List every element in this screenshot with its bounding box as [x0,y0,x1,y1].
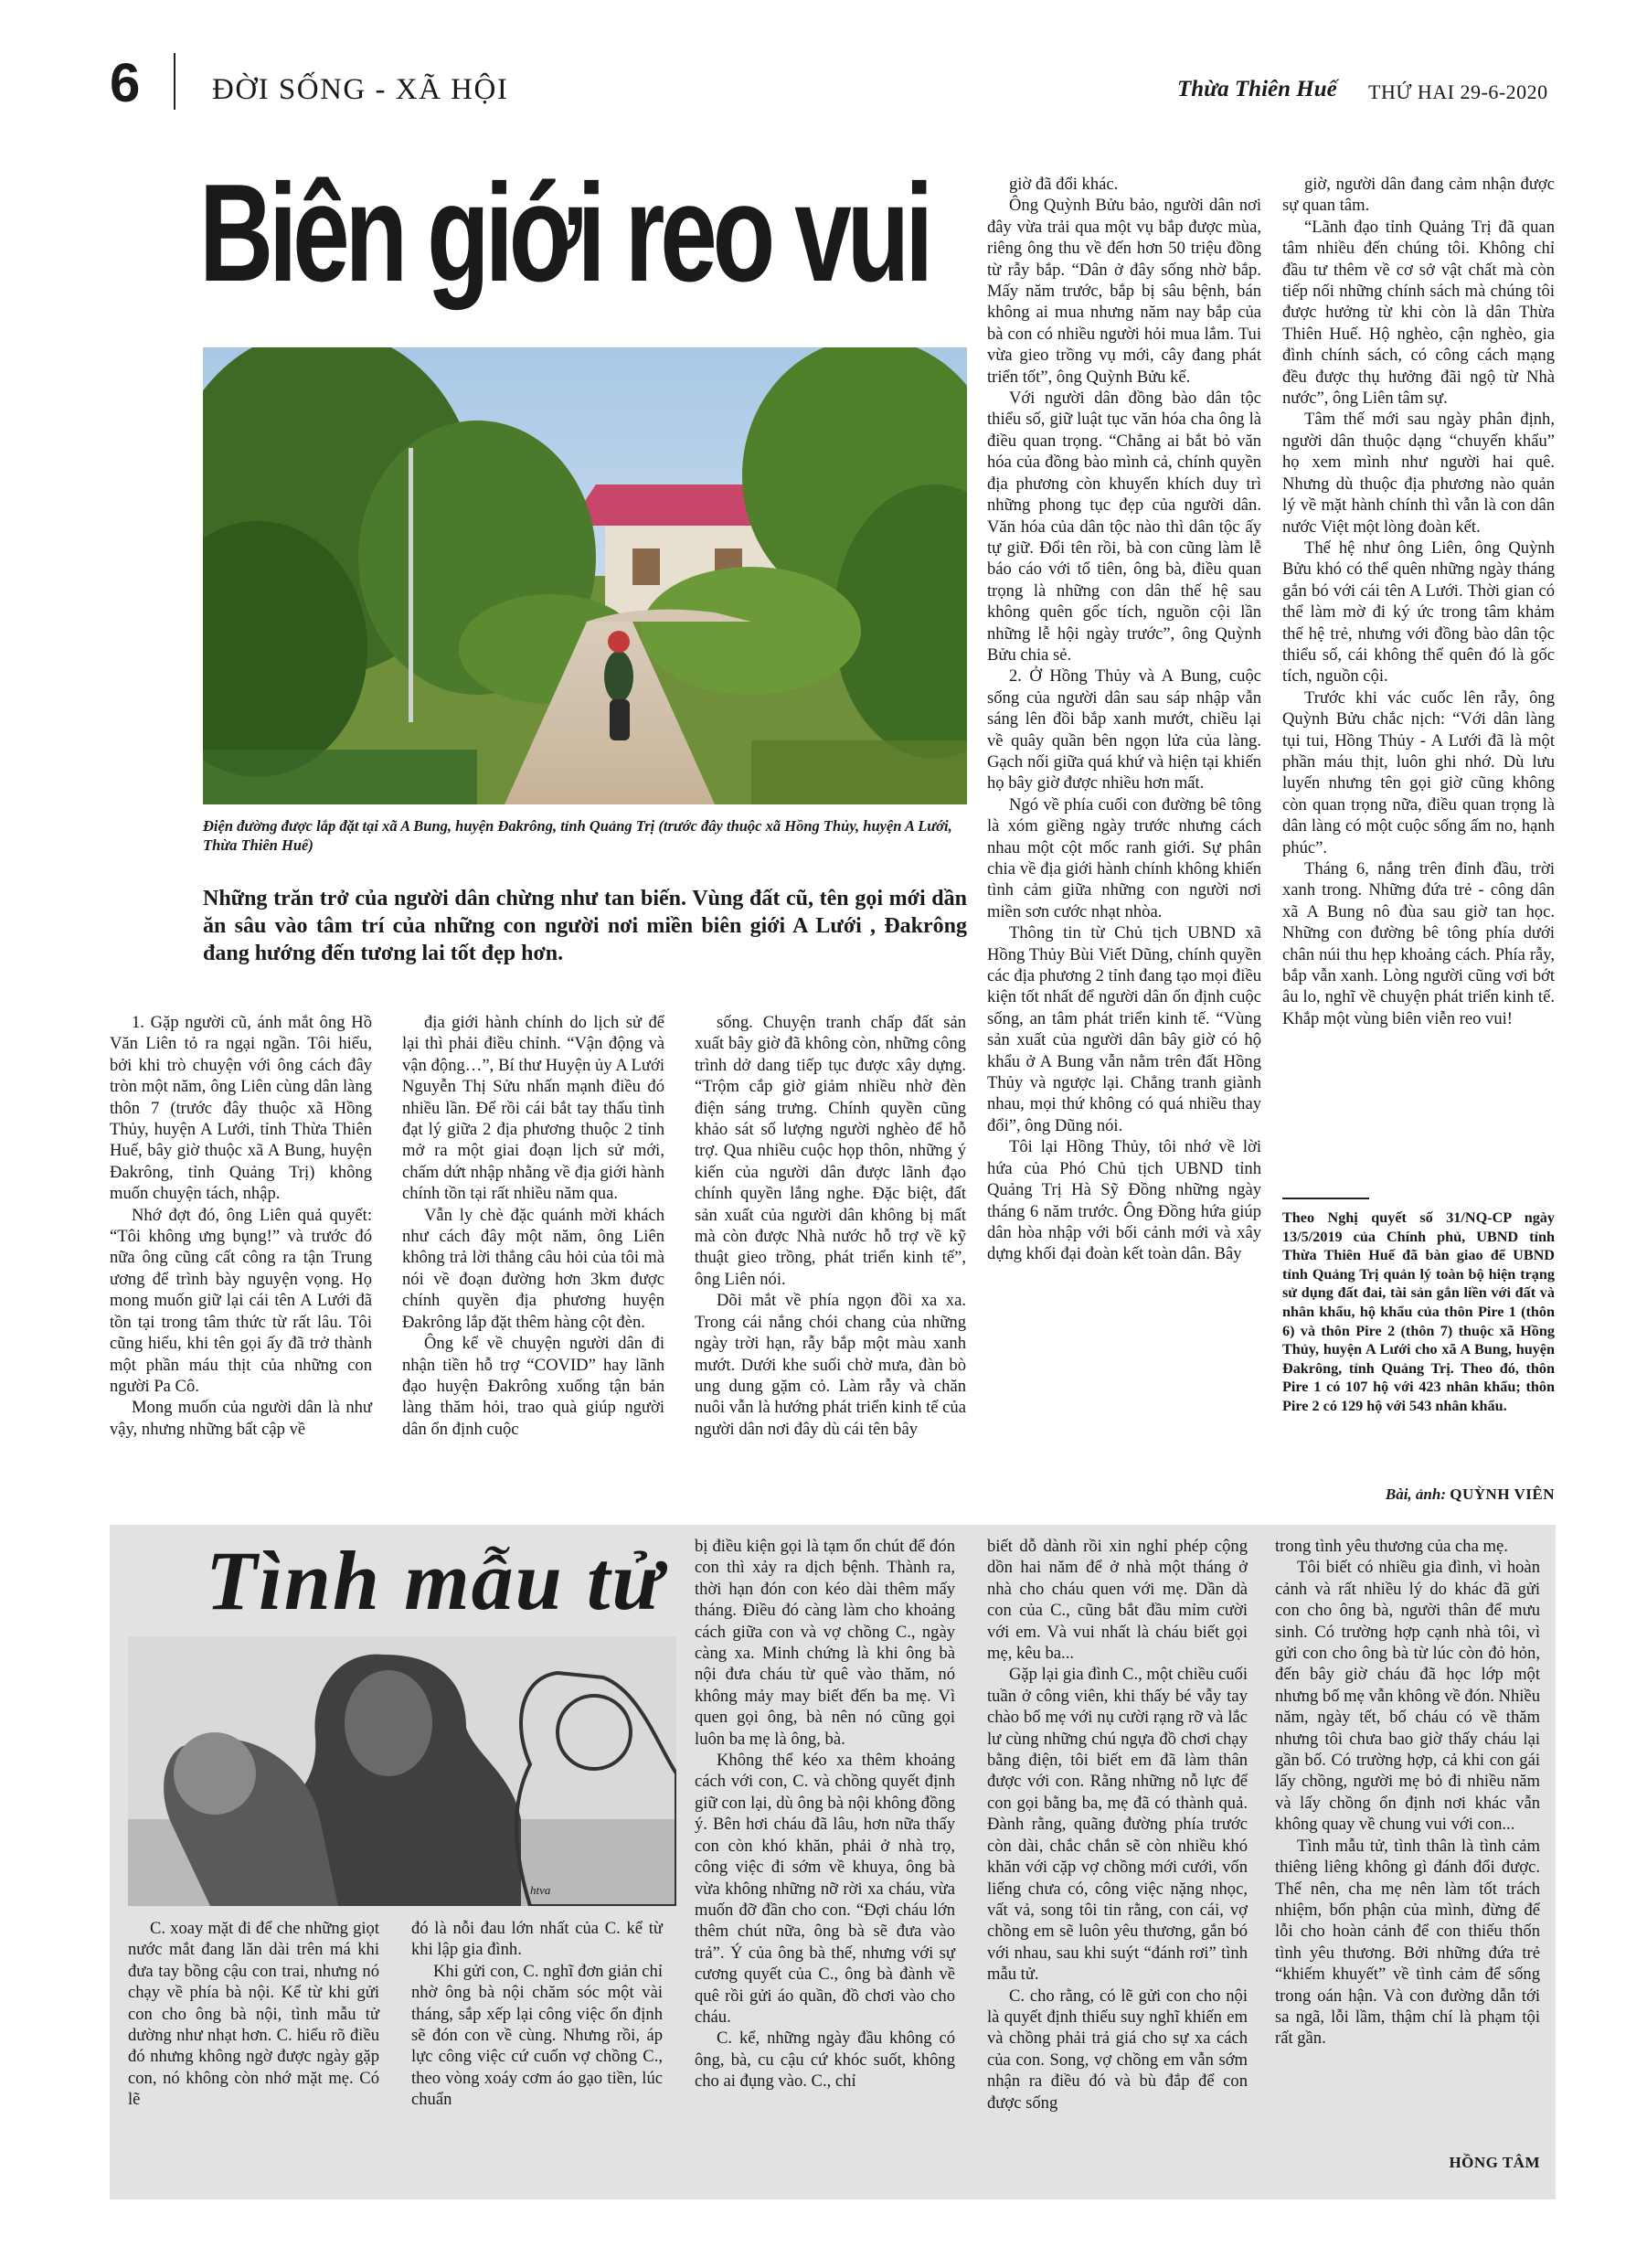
article2-title: Tình mẫu tử [206,1534,664,1627]
paragraph: Dõi mắt về phía ngọn đồi xa xa. Trong cái nắng chói chang của những ngày trời hạn, rẫy bắp một màu xanh mướt. Dưới khe suối chờ mưa, đàn bò ung dung gặm cỏ. Làm rẫy và chăn nuôi vẫn là hướng phát triển kinh tế của người dân nơi đây dù cái tên bây [695,1291,966,1439]
header-divider [174,53,175,110]
paragraph: C. kể, những ngày đầu không có ông, bà, cu cậu cứ khóc suốt, không cho ai đụng vào. C., chỉ [695,2028,955,2092]
article2-column-2 [411,1918,663,2111]
paragraph: Tháng 6, nắng trên đỉnh đầu, trời xanh trong. Những đứa trẻ - công dân xã A Bung nô đùa sau giờ tan học. Những con đường bê tông phía dưới chân núi thu hẹp khoảng cách. Phía rẫy, bắp vẫn xanh. Lòng người cũng vơi bớt âu lo, nghĩ về chuyện phát triển kinh tế. Khắp một vùng biên viễn reo vui! [1282,859,1555,1028]
paragraph: địa giới hành chính do lịch sử để lại thì phải điều chỉnh. “Vận động và vận động…”, Bí thư Huyện ủy A Lưới Nguyễn Thị Sửu nhấn mạnh điều đó nhiều lần. Để rồi cái bắt tay thấu tình đạt lý giữa 2 địa phương thuộc 2 tỉnh mở ra một giai đoạn lịch sử mới, chấm dứt nhập nhằng về địa giới hành chính tồn tại rất nhiều năm qua. [402,1013,664,1204]
paragraph: Tôi lại Hồng Thủy, tôi nhớ về lời hứa của Phó Chủ tịch UBND tỉnh Quảng Trị Hà Sỹ Đồng những ngày tháng 6 năm trước. Ông Đồng hứa giúp dân hòa nhập với bối cảnh mới và xây dựng khối đại đoàn kết toàn dân. Bây [987,1137,1261,1264]
article1-column-2 [402,1012,664,1440]
photo-caption: Điện đường được lắp đặt tại xã A Bung, huyện Đakrông, tỉnh Quảng Trị (trước đây thuộc xã Hồng Thủy, huyện A Lưới, Thừa Thiên Huế) [203,817,952,854]
issue-date: THỨ HAI 29-6-2020 [1368,80,1548,103]
paragraph: “Lãnh đạo tỉnh Quảng Trị đã quan tâm nhiều đến chúng tôi. Không chỉ đầu tư thêm về cơ sở vật chất mà còn tiếp nối những chính sách mà chúng tôi được hưởng từ khi còn là dân Thừa Thiên Huế. Hộ nghèo, cận nghèo, gia đình chính sách, có công cách mạng đều được thụ hưởng đãi ngộ từ Nhà nước”, ông Liên tâm sự. [1282,217,1555,409]
paragraph: bị điều kiện gọi là tạm ổn chút để đón con thì xảy ra dịch bệnh. Thành ra, thời hạn đón con kéo dài thêm mấy tháng. Điều đó càng làm cho khoảng cách giữa con và vợ chồng C., ngày càng xa. Minh chứng là khi ông bà nội đưa cháu từ quê vào thăm, nó không mảy may biết đến ba mẹ. Vì quen gọi ông, bà nên nó cũng gọi luôn ba mẹ là ông, bà. [695,1537,955,1749]
paragraph: 1. Gặp người cũ, ánh mắt ông Hồ Văn Liên tỏ ra ngại ngần. Tôi hiểu, bởi khi trò chuyện với ông cách đây tròn một năm, ông Liên cùng dân làng thôn 7 (trước đây thuộc xã Hồng Thủy, huyện A Lưới, tỉnh Thừa Thiên Huế, bây giờ thuộc xã A Bung, huyện Đakrông, tỉnh Quảng Trị) không muốn chuyện tách, nhập. [110,1013,372,1204]
paragraph: biết dỗ dành rồi xin nghỉ phép cộng dồn hai năm để ở nhà một tháng ở nhà cho cháu quen với mẹ. Dần dà con của C., cũng bắt đầu mỉm cười với em. Và vui nhất là cháu biết gọi mẹ, kêu ba... [987,1537,1248,1664]
illustration-signature: htva [530,1883,551,1897]
paragraph: Nhớ đợt đó, ông Liên quả quyết: “Tôi không ưng bụng!” và trước đó nữa ông cũng cất công ra tận Trung ương để trình bày nguyện vọng. Họ mong muốn giữ lại cái tên A Lưới đã tồn tại trong tâm thức từ rất lâu. Tôi cũng hiểu, khi tên gọi ấy đã trở thành một phần máu thịt của những con người Pa Cô. [110,1205,372,1396]
paragraph: Khi gửi con, C. nghĩ đơn giản chỉ nhờ ông bà nội chăm sóc một vài tháng, sắp xếp lại công việc ổn định sẽ đón con về cùng. Nhưng rồi, áp lực công việc cứ cuốn vợ chồng C., theo vòng xoáy cơm áo gạo tiền, lúc chuẩn [411,1961,663,2110]
article1-column-3 [695,1012,966,1440]
paragraph: sống. Chuyện tranh chấp đất sản xuất bây giờ đã không còn, những công trình dở dang tiếp tục được xây dựng. “Trộm cắp giờ giảm nhiều nhờ đèn điện sáng trưng. Chính quyền cũng khảo sát số lượng người nghèo để hỗ trợ. Qua nhiều cuộc họp thôn, những ý kiến của người dân được lãnh đạo chính quyền lắng nghe. Đặc biệt, đất sản xuất của người dân không bị mất mà còn được Nhà nước hỗ trợ về kỹ thuật gieo trồng, phát triển kinh tế”, ông Liên nói. [695,1013,966,1289]
paragraph: Với người dân đồng bào dân tộc thiểu số, giữ luật tục văn hóa cha ông là điều quan trọng. “Chẳng ai bắt bỏ văn hóa của đồng bào mình cả, chính quyền địa phương còn khuyến khích duy trì những phong tục đẹp của người dân. Văn hóa của dân tộc nào thì dân tộc ấy tự giữ. Đổi tên rồi, bà con cũng làm lễ báo cáo với tổ tiên, ông bà, điều quan trọng là những con dân thế hệ sau không quên gốc tích, nguồn cội lần những lễ hội ngày trước”, ông Quỳnh Bửu chia sẻ. [987,389,1261,665]
paragraph: Không thể kéo xa thêm khoảng cách với con, C. và chồng quyết định giữ con lại, dù ông bà nội không đồng ý. Bên hơi cháu đã lâu, hơn nữa thấy con còn khó khăn, phải ở nhà trọ, công việc đi sớm về khuya, ông bà vừa không những nỡ rời xa cháu, vừa muốn đỡ đần cho con. “Đợi cháu lớn thêm chút nữa, ông bà sẽ đưa vào trả”. Ý của ông bà thế, nhưng với sự cương quyết của C., ông bà đành về quê rồi gửi áo quần, đồ chơi vào cho cháu. [695,1751,955,2027]
article2-column-3 [695,1536,955,2092]
paragraph: C. xoay mặt đi để che những giọt nước mắt đang lăn dài trên má khi đưa tay bồng cậu con trai, nhưng nó chạy về phía bà nội. Kể từ khi gửi con cho ông bà nội, tình mẫu tử dường như nhạt hơn. C. hiểu rõ điều đó nhưng không ngờ được ngày gặp con, nó không còn nhớ mặt mẹ. Có lẽ [128,1919,379,2110]
article2-illustration [128,1636,676,1906]
section-title: ĐỜI SỐNG - XÃ HỘI [212,73,509,106]
page-number: 6 [110,52,141,113]
article1-column-4 [987,174,1261,1265]
paragraph: Thông tin từ Chủ tịch UBND xã Hồng Thủy Bùi Viết Dũng, chính quyền các địa phương 2 tỉnh đang tạo mọi điều kiện tốt nhất để người dân ổn định cuộc sống, an tâm phát triển kinh tế. “Vùng sản xuất của người dân bây giờ có hộ khẩu ở A Bung vẫn nằm trên đất Hồng Thủy và ngược lại. Chẳng tranh giành nhau, mọi thứ không có quá nhiều thay đổi”, ông Dũng nói. [987,923,1261,1135]
paragraph: Tình mẫu tử, tình thân là tình cảm thiêng liêng không gì đánh đổi được. Thế nên, cha mẹ nên làm tốt trách nhiệm, bổn phận của mình, đừng để lỗi cho hoàn cảnh để con thiếu thốn tình yêu thương. Bởi những đứa trẻ “khiếm khuyết” về tình cảm để sống trong oán hận. Và con đường dẫn tới sa ngã, lỗi lầm, thậm chí là phạm tội rất gần. [1275,1836,1540,2049]
article1-byline [1362,1485,1555,1504]
paragraph: Tôi biết có nhiều gia đình, vì hoàn cảnh và rất nhiều lý do khác đã gửi con cho ông bà, người thân để mưu sinh. Có trường hợp cạnh nhà tôi, vì gửi con cho ông bà từ lúc còn đỏ hỏn, đến bây giờ cháu đã học lớp một nhưng bố mẹ vẫn không về đón. Nhiều năm, ngày tết, bố cháu có về thăm nhưng tôi chưa bao giờ thấy cháu lại gần bố. Có trường hợp, cả khi con gái lấy chồng, người mẹ bỏ đi nhiều năm và lấy chồng ổn định nơi khác vẫn không quay về chung vui với con... [1275,1558,1540,1835]
paragraph: giờ đã đổi khác. [1009,175,1119,194]
byline-name: QUỲNH VIÊN [1450,1485,1555,1503]
article-lead: Những trăn trở của người dân chừng như tan biến. Vùng đất cũ, tên gọi mới dần ăn sâu vào tâm trí của những con người nơi miền biên giới A Lưới , Đakrông đang hướng đến tương lai tốt đẹp hơn. [203,887,967,965]
paragraph: C. cho rằng, có lẽ gửi con cho nội là quyết định thiếu suy nghĩ khiến em và chồng phải trả giá cho sự xa cách của con. Song, vợ chồng em vẫn sớm nhận ra điều đó và bù đắp để con được sống [987,1986,1248,2113]
paragraph: Ông Quỳnh Bửu bảo, người dân nơi đây vừa trải qua một vụ bắp được mùa, riêng ông thu về đến hơn 50 triệu đồng từ rẫy bắp. “Dân ở đây sống nhờ bắp. Mấy năm trước, bắp bị sâu bệnh, bán không ai mua nhưng năm nay bắp của bà con có nhiều người hỏi mua lắm. Tui vừa gieo trồng vụ mới, cây đang phát triển tốt”, ông Quỳnh Bửu kể. [987,196,1261,387]
paragraph: Gặp lại gia đình C., một chiều cuối tuần ở công viên, khi thấy bé vẫy tay chào bố mẹ với nụ cười rạng rỡ và lắc lư cùng những chú ngựa đồ chơi chạy bằng điện, tôi biết em đã làm thân được với con. Rằng những nỗ lực để con gọi bằng ba, mẹ đã có thành quả. Đành rằng, quãng đường phía trước còn dài, chắc chắn sẽ còn nhiều khó khăn với cặp vợ chồng mới cưới, vốn liếng chưa có, công việc nặng nhọc, vất vả, song tôi tin rằng, con cái, vợ chồng em sẽ luôn yêu thương, gắn bó với nhau, sau khi suýt “đánh rơi” tình mẫu tử. [987,1665,1248,1985]
paragraph: Tâm thế mới sau ngày phân định, người dân thuộc dạng “chuyển khẩu” họ xem mình như người hai quê. Nhưng dù thuộc địa phương nào quản lý về mặt hành chính thì vẫn là con dân nước Việt một lòng đoàn kết. [1282,410,1555,537]
paragraph: Vẫn ly chè đặc quánh mời khách như cách đây một năm, ông Liên không trả lời thẳng câu hỏi của tôi mà nói về đoạn đường hơn 3km được chính quyền địa phương huyện Đakrông lắp đặt thêm hàng cột đèn. [402,1205,664,1332]
paragraph: Trước khi vác cuốc lên rẫy, ông Quỳnh Bửu chắc nịch: “Với dân làng tụi tui, Hồng Thủy - A Lưới đã là một phần máu thịt, luôn ghi nhớ. Dù lưu luyến nhưng tên gọi giờ cũng không còn quan trọng nữa, điều quan trọng là dân làng có một cuộc sống ấm no, hạnh phúc”. [1282,687,1555,857]
paragraph: 2. Ở Hồng Thủy và A Bung, cuộc sống của người dân sau sáp nhập vẫn sáng lên đồi bắp xanh mướt, chiều lại về quây quần bên ngọn lửa của làng. Gạch nối giữa quá khứ và hiện tại khiến họ bây giờ được nhiều hơn mất. [987,666,1261,793]
article1-column-1 [110,1012,372,1440]
side-note: Theo Nghị quyết số 31/NQ-CP ngày 13/5/2019 của Chính phủ, UBND tỉnh Thừa Thiên Huế đã bàn giao để UBND tỉnh Quảng Trị quản lý toàn bộ hiện trạng sử dụng đất đai, tài sản gắn liền với đất và nhân khẩu, hộ khẩu của thôn Pire 1 (thôn 6) và thôn Pire 2 (thôn 7) thuộc xã Hồng Thủy, huyện A Lưới cho xã A Bung, huyện Đakrông, tỉnh Quảng Trị. Theo đó, thôn Pire 1 có 107 hộ với 423 nhân khẩu; thôn Pire 2 có 129 hộ với 543 nhân khẩu. [1282,1209,1555,1414]
article-headline: Biên giới reo vui [199,155,930,311]
paragraph: Thế hệ như ông Liên, ông Quỳnh Bửu khó có thể quên những ngày tháng gắn bó với cái tên A Lưới. Thời gian có thể làm mờ đi ký ức trong tâm khảm thế hệ trẻ, nhưng với đồng bào dân tộc thiểu số, cái không thể quên đó là gốc tích, nguồn cội. [1282,538,1555,687]
publication-name: Thừa Thiên Huế [1177,77,1337,101]
paragraph: giờ, người dân đang cảm nhận được sự quan tâm. [1282,175,1555,216]
paragraph: trong tình yêu thương của cha mẹ. [1275,1537,1508,1556]
article2-byline: HỒNG TÂM [1449,2154,1540,2171]
paragraph: Mong muốn của người dân là như vậy, nhưng những bất cập về [110,1398,372,1439]
article2-column-1 [128,1918,379,2111]
article2-column-5 [1275,1536,1540,2050]
note-divider [1282,1198,1369,1199]
article-photo [203,347,967,804]
paragraph: đó là nỗi đau lớn nhất của C. kể từ khi lập gia đình. [411,1919,663,1960]
paragraph: Ngó về phía cuối con đường bê tông là xóm giềng ngày trước nhưng cách nhau một cột mốc ranh giới. Sự phân chia về địa giới hành chính không khiến tình cảm giữa những con người nơi miền sơn cước nhạt nhòa. [987,794,1261,921]
byline-prefix: Bài, ảnh: [1385,1485,1447,1503]
article2-column-4 [987,1536,1248,2114]
article1-column-5 [1282,174,1555,1029]
paragraph: Ông kể về chuyện người dân đi nhận tiền hỗ trợ “COVID” hay lãnh đạo huyện Đakrông xuống tận bản làng thăm hỏi, trao quà giúp người dân ổn định cuộc [402,1334,664,1439]
